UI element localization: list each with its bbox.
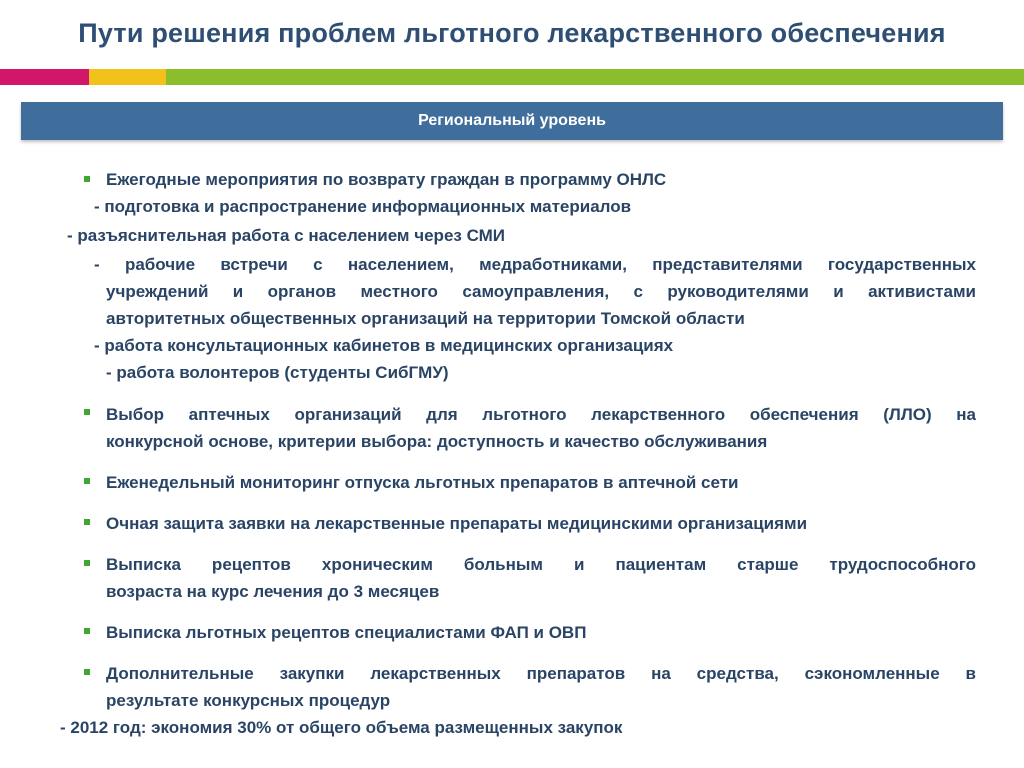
list-item: возраста на курс лечения до 3 месяцев [106, 582, 440, 601]
section-title: Региональный уровень [418, 112, 606, 129]
bullet-marker-icon [84, 409, 90, 415]
bullet-marker-icon [84, 176, 90, 182]
list-item: Ежегодные мероприятия по возврату граждан в программу ОНЛС [106, 170, 667, 189]
bullet-marker-icon [84, 560, 90, 566]
list-item: Выписка рецептов хроническим больным и пациентам старше трудоспособного [106, 555, 976, 574]
list-subitem: - 2012 год: экономия 30% от общего объема размещенных закупок [60, 718, 623, 737]
bullet-marker-icon [84, 628, 90, 634]
list-subitem: учреждений и органов местного самоуправления, с руководителями и активистами [106, 282, 976, 301]
bullet-marker-icon [84, 478, 90, 484]
bullet-marker-icon [84, 669, 90, 675]
list-subitem: авторитетных общественных организаций на территории Томской области [106, 309, 745, 328]
slide-title: Пути решения проблем льготного лекарственного обеспечения [78, 18, 946, 48]
list-item: Еженедельный мониторинг отпуска льготных препаратов в аптечной сети [106, 473, 739, 492]
list-subitem: - работа консультационных кабинетов в медицинских организациях [94, 336, 674, 355]
list-item: конкурсной основе, критерии выбора: доступность и качество обслуживания [106, 432, 768, 451]
list-subitem: - работа волонтеров (студенты СибГМУ) [106, 363, 449, 382]
list-item: результате конкурсных процедур [106, 691, 391, 710]
list-subitem: - рабочие встречи с населением, медработниками, представителями государственных [94, 255, 976, 274]
list-subitem: - разъяснительная работа с населением через СМИ [67, 226, 505, 245]
bullet-marker-icon [84, 519, 90, 525]
list-item: Выписка льготных рецептов специалистами ФАП и ОВП [106, 623, 587, 642]
list-item: Очная защита заявки на лекарственные препараты медицинскими организациями [106, 514, 808, 533]
list-item: Выбор аптечных организаций для льготного лекарственного обеспечения (ЛЛО) на [106, 405, 976, 424]
list-item: Дополнительные закупки лекарственных препаратов на средства, сэкономленные в [106, 664, 976, 683]
list-subitem: - подготовка и распространение информационных материалов [94, 197, 632, 216]
